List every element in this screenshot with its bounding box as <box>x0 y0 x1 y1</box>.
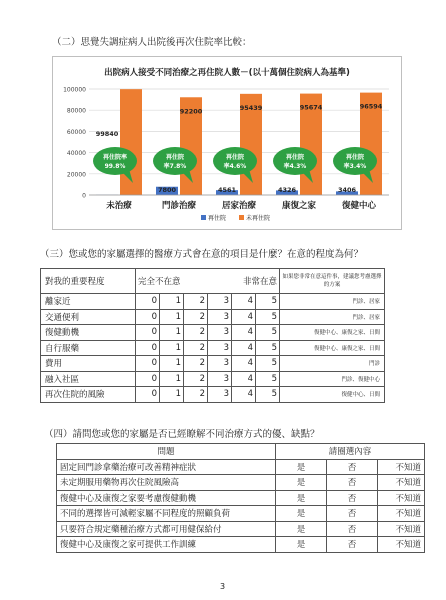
importance-row <box>41 340 385 356</box>
bar-readmitted-label: 160 <box>100 186 114 195</box>
scale-option-1[interactable]: 1 <box>160 356 184 372</box>
understanding-question: 固定回門診拿藥治療可改善精神症狀 <box>57 459 276 475</box>
scale-option-4[interactable]: 4 <box>232 371 256 387</box>
option-unknown[interactable]: 不知道 <box>378 490 425 506</box>
option-no[interactable]: 否 <box>327 521 378 537</box>
importance-header-scale <box>136 269 280 294</box>
importance-row <box>41 371 385 387</box>
bar-readmitted-label: 4561 <box>217 186 237 194</box>
bubble-line2: 率3.4% <box>343 163 367 170</box>
bubble-line1: 再住院 <box>165 154 185 161</box>
scale-option-0[interactable]: 0 <box>136 371 160 387</box>
understanding-row <box>57 537 425 553</box>
option-no[interactable]: 否 <box>327 537 378 553</box>
section2-title: （二）思覺失調症病人出院後再次住院率比較： <box>52 37 252 48</box>
bubble-line1: 再住院 <box>285 154 305 161</box>
scale-option-1[interactable]: 1 <box>160 325 184 341</box>
option-no[interactable]: 否 <box>327 490 378 506</box>
understanding-header-question: 問題 <box>57 444 276 460</box>
importance-header-row <box>41 269 385 294</box>
importance-item: 再次住院的風險 <box>41 387 136 403</box>
scale-left-label: 完全不在意 <box>138 277 181 287</box>
scale-option-4[interactable]: 4 <box>232 325 256 341</box>
understanding-table-body <box>57 459 425 552</box>
understanding-question: 不同的選擇皆可減輕家屬不同程度的照顧負荷 <box>57 506 276 522</box>
option-unknown[interactable]: 不知道 <box>378 537 425 553</box>
importance-item: 離家近 <box>41 294 136 310</box>
readmission-chart <box>52 56 402 230</box>
importance-row <box>41 387 385 403</box>
scale-option-5[interactable]: 5 <box>256 387 280 403</box>
scale-option-2[interactable]: 2 <box>184 356 208 372</box>
scale-option-3[interactable]: 3 <box>208 309 232 325</box>
scale-option-1[interactable]: 1 <box>160 371 184 387</box>
understanding-question: 復健中心及康復之家要考慮復健動機 <box>57 490 276 506</box>
scale-option-5[interactable]: 5 <box>256 294 280 310</box>
option-unknown[interactable]: 不知道 <box>378 459 425 475</box>
importance-table-body <box>41 294 385 403</box>
y-tick-label: 60000 <box>66 128 86 136</box>
bar-not-readmitted-label: 95674 <box>299 103 323 112</box>
scale-option-1[interactable]: 1 <box>160 309 184 325</box>
chart-title: 出院病人接受不同治療之再住院人數－(以十萬個住院病人為基準) <box>104 68 350 78</box>
understanding-question: 復健中心及康復之家可提供工作訓練 <box>57 537 276 553</box>
scale-option-2[interactable]: 2 <box>184 371 208 387</box>
scale-option-4[interactable]: 4 <box>232 387 256 403</box>
understanding-row <box>57 506 425 522</box>
readmission-rate-bubble <box>213 147 257 175</box>
scale-option-5[interactable]: 5 <box>256 356 280 372</box>
understanding-header-row <box>57 444 425 460</box>
page-number: 3 <box>220 582 226 591</box>
x-category-label: 復健中心 <box>341 201 377 211</box>
bubble-line2: 率4.6% <box>223 163 247 170</box>
y-tick-label: 40000 <box>66 150 86 158</box>
scale-option-2[interactable]: 2 <box>184 294 208 310</box>
option-unknown[interactable]: 不知道 <box>378 521 425 537</box>
option-yes[interactable]: 是 <box>276 537 327 553</box>
option-no[interactable]: 否 <box>327 459 378 475</box>
scale-option-5[interactable]: 5 <box>256 309 280 325</box>
section4-title: （四）請問您或您的家屬是否已經瞭解不同治療方式的優、缺點？ <box>44 429 320 440</box>
x-category-label: 居家治療 <box>221 201 257 211</box>
importance-item: 費用 <box>41 356 136 372</box>
option-yes[interactable]: 是 <box>276 521 327 537</box>
option-yes[interactable]: 是 <box>276 490 327 506</box>
scale-option-4[interactable]: 4 <box>232 294 256 310</box>
scale-option-3[interactable]: 3 <box>208 294 232 310</box>
y-tick-label: 20000 <box>66 171 86 179</box>
x-category-label: 康復之家 <box>281 201 317 211</box>
readmission-rate-bubble <box>333 147 377 175</box>
importance-row <box>41 309 385 325</box>
understanding-table <box>56 443 425 553</box>
understanding-question: 只要符合規定藥種治療方式都可用健保給付 <box>57 521 276 537</box>
scale-option-3[interactable]: 3 <box>208 325 232 341</box>
bubble-line1: 再住院 <box>345 154 365 161</box>
bar-not-readmitted-label: 95439 <box>239 103 263 112</box>
suggested-option-note: 復健中心、康復之家、日間 <box>280 340 385 356</box>
scale-option-4[interactable]: 4 <box>232 309 256 325</box>
y-tick-label: 100000 <box>63 86 86 94</box>
x-category-label: 門診治療 <box>161 201 197 211</box>
importance-header-note: 如果您非常在意這件事，建議您考慮選擇的方案 <box>280 269 385 294</box>
legend-swatch-readmitted <box>201 215 206 220</box>
bubble-line2: 率7.8% <box>163 163 187 170</box>
readmission-rate-bubble <box>153 147 197 175</box>
scale-option-0[interactable]: 0 <box>136 325 160 341</box>
scale-option-5[interactable]: 5 <box>256 371 280 387</box>
scale-option-0[interactable]: 0 <box>136 309 160 325</box>
understanding-question: 未定期服用藥物再次住院風險高 <box>57 475 276 491</box>
option-no[interactable]: 否 <box>327 475 378 491</box>
bar-readmitted-label: 4326 <box>277 186 297 194</box>
scale-option-5[interactable]: 5 <box>256 340 280 356</box>
y-tick-label: 0 <box>82 192 86 200</box>
importance-item: 融入社區 <box>41 371 136 387</box>
suggested-option-note: 門診、居家 <box>280 309 385 325</box>
importance-row <box>41 356 385 372</box>
legend-swatch-not-readmitted <box>239 215 244 220</box>
suggested-option-note: 門診、復健中心 <box>280 371 385 387</box>
importance-header-item: 對我的重要程度 <box>41 269 136 294</box>
suggested-option-note: 門診 <box>280 356 385 372</box>
bubble-line2: 99.8% <box>104 163 126 170</box>
scale-option-0[interactable]: 0 <box>136 356 160 372</box>
scale-option-2[interactable]: 2 <box>184 325 208 341</box>
understanding-row <box>57 490 425 506</box>
scale-right-label: 非常在意 <box>242 277 277 287</box>
option-yes[interactable]: 是 <box>276 459 327 475</box>
suggested-option-note: 復健中心、日間 <box>280 387 385 403</box>
option-yes[interactable]: 是 <box>276 506 327 522</box>
understanding-header-options: 請圈選內容 <box>276 444 425 460</box>
bubble-line1: 再住院 <box>225 154 245 161</box>
scale-option-0[interactable]: 0 <box>136 387 160 403</box>
bar-not-readmitted-label: 96594 <box>359 102 383 111</box>
x-category-label: 未治療 <box>106 201 132 211</box>
bubble-line1: 再住院率 <box>102 154 128 161</box>
scale-option-0[interactable]: 0 <box>136 340 160 356</box>
scale-option-1[interactable]: 1 <box>160 294 184 310</box>
scale-option-3[interactable]: 3 <box>208 340 232 356</box>
scale-option-0[interactable]: 0 <box>136 294 160 310</box>
option-unknown[interactable]: 不知道 <box>378 506 425 522</box>
importance-item: 交通便利 <box>41 309 136 325</box>
scale-option-4[interactable]: 4 <box>232 340 256 356</box>
importance-item: 自行服藥 <box>41 340 136 356</box>
scale-option-2[interactable]: 2 <box>184 387 208 403</box>
scale-option-1[interactable]: 1 <box>160 340 184 356</box>
scale-option-2[interactable]: 2 <box>184 309 208 325</box>
option-yes[interactable]: 是 <box>276 475 327 491</box>
understanding-row <box>57 521 425 537</box>
scale-option-1[interactable]: 1 <box>160 387 184 403</box>
scale-option-2[interactable]: 2 <box>184 340 208 356</box>
bubble-line2: 率4.3% <box>283 163 307 170</box>
bar-readmitted-label: 3406 <box>337 186 357 194</box>
scale-option-3[interactable]: 3 <box>208 387 232 403</box>
section3-title: （三）您或您的家屬選擇的醫療方式會在意的項目是什麼？在意的程度為何？ <box>40 249 364 260</box>
chart-svg <box>53 57 401 229</box>
scale-option-3[interactable]: 3 <box>208 371 232 387</box>
y-tick-label: 80000 <box>66 107 86 115</box>
understanding-row <box>57 475 425 491</box>
importance-table <box>40 268 385 403</box>
readmission-rate-bubble <box>93 147 137 175</box>
importance-row <box>41 294 385 310</box>
legend-label-not-readmitted: 未再住院 <box>246 215 271 222</box>
scale-option-5[interactable]: 5 <box>256 325 280 341</box>
bar-readmitted-label: 7800 <box>157 186 177 194</box>
bar-not-readmitted-label: 92200 <box>179 107 203 116</box>
suggested-option-note: 門診、居家 <box>280 294 385 310</box>
readmission-rate-bubble <box>273 147 317 175</box>
importance-item: 復健動機 <box>41 325 136 341</box>
bar-not-readmitted-label: 99840 <box>95 130 119 138</box>
option-unknown[interactable]: 不知道 <box>378 475 425 491</box>
understanding-row <box>57 459 425 475</box>
option-no[interactable]: 否 <box>327 506 378 522</box>
scale-option-3[interactable]: 3 <box>208 356 232 372</box>
importance-row <box>41 325 385 341</box>
legend-label-readmitted: 再住院 <box>208 215 227 222</box>
suggested-option-note: 復健中心、康復之家、日間 <box>280 325 385 341</box>
scale-option-4[interactable]: 4 <box>232 356 256 372</box>
